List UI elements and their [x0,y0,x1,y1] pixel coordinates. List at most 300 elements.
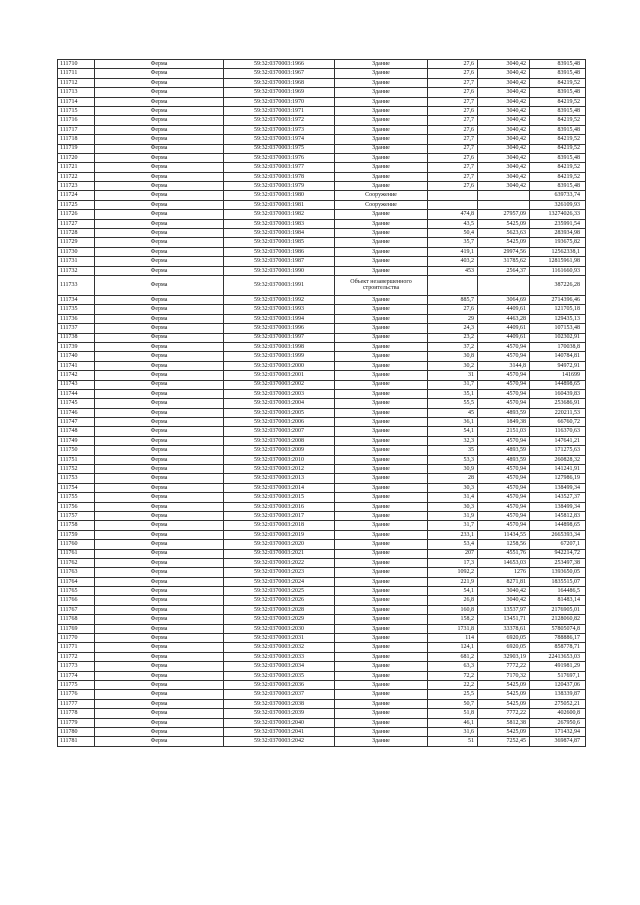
table-row [58,200,586,209]
cadastral-number-cell: 59:32:0370003:2004 [224,399,335,408]
cadastral-number-cell: 59:32:0370003:2034 [224,662,335,671]
object-type-cell: Здание [335,436,428,445]
cadastral-value-cell: 107153,48 [530,324,586,333]
object-type-cell: Здание [335,455,428,464]
cadastral-value-cell: 138499,34 [530,502,586,511]
object-type-cell: Здание [335,474,428,483]
unit-value-cell: 4570,94 [478,371,530,380]
table-row [58,238,586,247]
cadastral-value-cell: 220211,53 [530,408,586,417]
cadastral-number-cell: 59:32:0370003:1981 [224,200,335,209]
area-cell: 419,1 [428,247,478,256]
cadastral-number-cell: 59:32:0370003:2010 [224,455,335,464]
cadastral-number-cell: 59:32:0370003:2018 [224,521,335,530]
cadastral-number-cell: 59:32:0370003:2025 [224,587,335,596]
area-cell: 31,7 [428,380,478,389]
row-id-cell: 111730 [58,247,95,256]
cadastral-number-cell: 59:32:0370003:1971 [224,106,335,115]
table-row [58,493,586,502]
row-id-cell: 111724 [58,191,95,200]
table-row [58,210,586,219]
cadastral-value-cell: 138339,87 [530,690,586,699]
object-name-cell: Ферма [95,219,224,228]
unit-value-cell: 31785,62 [478,257,530,266]
area-cell: 27,6 [428,88,478,97]
object-name-cell: Ферма [95,399,224,408]
cadastral-number-cell: 59:32:0370003:1983 [224,219,335,228]
object-type-cell: Здание [335,643,428,652]
area-cell: 27,6 [428,153,478,162]
object-name-cell: Ферма [95,427,224,436]
table-row [58,229,586,238]
unit-value-cell: 7252,45 [478,737,530,746]
object-type-cell: Здание [335,324,428,333]
object-name-cell: Ферма [95,652,224,661]
object-type-cell: Здание [335,587,428,596]
cadastral-number-cell: 59:32:0370003:2035 [224,671,335,680]
cadastral-value-cell: 144898,65 [530,521,586,530]
unit-value-cell: 3040,42 [478,97,530,106]
row-id-cell: 111721 [58,163,95,172]
object-type-cell: Объект незавершенного строительства [335,275,428,295]
object-name-cell: Ферма [95,605,224,614]
cadastral-number-cell: 59:32:0370003:1986 [224,247,335,256]
table-row [58,361,586,370]
cadastral-value-cell: 83915,48 [530,88,586,97]
object-type-cell: Здание [335,60,428,69]
row-id-cell: 111754 [58,483,95,492]
cadastral-number-cell: 59:32:0370003:2000 [224,361,335,370]
cadastral-number-cell: 59:32:0370003:2041 [224,727,335,736]
cadastral-value-cell: 193675,82 [530,238,586,247]
cadastral-number-cell: 59:32:0370003:2008 [224,436,335,445]
object-name-cell: Ферма [95,78,224,87]
unit-value-cell: 7772,22 [478,662,530,671]
object-type-cell: Здание [335,153,428,162]
table-row [58,116,586,125]
unit-value-cell: 3064,69 [478,295,530,304]
cadastral-value-cell: 2176905,01 [530,605,586,614]
row-id-cell: 111738 [58,333,95,342]
row-id-cell: 111743 [58,380,95,389]
table-row [58,295,586,304]
row-id-cell: 111778 [58,709,95,718]
cadastral-value-cell: 83915,48 [530,125,586,134]
area-cell: 35,7 [428,238,478,247]
area-cell: 50,4 [428,229,478,238]
table-row [58,106,586,115]
cadastral-number-cell: 59:32:0370003:2023 [224,568,335,577]
object-type-cell: Здание [335,662,428,671]
unit-value-cell: 4570,94 [478,502,530,511]
object-name-cell: Ферма [95,577,224,586]
object-name-cell: Ферма [95,361,224,370]
area-cell: 207 [428,549,478,558]
object-type-cell: Сооружение [335,200,428,209]
cadastral-number-cell: 59:32:0370003:2003 [224,389,335,398]
table-row [58,671,586,680]
area-cell: 681,2 [428,652,478,661]
object-name-cell: Ферма [95,116,224,125]
area-cell: 27,6 [428,106,478,115]
cadastral-value-cell: 57805074,8 [530,624,586,633]
table-row [58,153,586,162]
unit-value-cell: 33378,61 [478,624,530,633]
cadastral-number-cell: 59:32:0370003:2021 [224,549,335,558]
table-row [58,266,586,275]
table-row [58,399,586,408]
cadastral-number-cell: 59:32:0370003:1996 [224,324,335,333]
area-cell: 221,9 [428,577,478,586]
cadastral-number-cell: 59:32:0370003:1980 [224,191,335,200]
area-cell: 403,2 [428,257,478,266]
cadastral-number-cell: 59:32:0370003:1968 [224,78,335,87]
unit-value-cell: 4463,28 [478,314,530,323]
row-id-cell: 111740 [58,352,95,361]
area-cell: 46,1 [428,718,478,727]
object-type-cell: Здание [335,568,428,577]
object-name-cell: Ферма [95,540,224,549]
object-name-cell: Ферма [95,144,224,153]
unit-value-cell: 7170,32 [478,671,530,680]
unit-value-cell: 5812,38 [478,718,530,727]
object-name-cell: Ферма [95,88,224,97]
cadastral-number-cell: 59:32:0370003:2015 [224,493,335,502]
object-type-cell: Здание [335,125,428,134]
unit-value-cell: 5425,09 [478,699,530,708]
object-name-cell: Ферма [95,210,224,219]
row-id-cell: 111720 [58,153,95,162]
table-row [58,502,586,511]
object-name-cell: Ферма [95,172,224,181]
area-cell: 124,1 [428,643,478,652]
area-cell: 31,7 [428,521,478,530]
unit-value-cell: 4551,76 [478,549,530,558]
table-row [58,333,586,342]
cadastral-value-cell: 164486,5 [530,587,586,596]
object-name-cell: Ферма [95,465,224,474]
object-type-cell: Здание [335,163,428,172]
table-row [58,247,586,256]
cadastral-value-cell: 942214,72 [530,549,586,558]
row-id-cell: 111714 [58,97,95,106]
object-type-cell: Здание [335,624,428,633]
object-type-cell: Здание [335,427,428,436]
cadastral-value-cell: 788886,17 [530,634,586,643]
object-name-cell: Ферма [95,182,224,191]
object-type-cell: Здание [335,465,428,474]
object-name-cell: Ферма [95,191,224,200]
cadastral-number-cell: 59:32:0370003:2028 [224,605,335,614]
table-row [58,97,586,106]
object-name-cell: Ферма [95,352,224,361]
unit-value-cell: 4570,94 [478,399,530,408]
table-row [58,427,586,436]
area-cell [428,191,478,200]
table-row [58,681,586,690]
object-type-cell: Здание [335,182,428,191]
object-type-cell: Здание [335,540,428,549]
row-id-cell: 111771 [58,643,95,652]
object-type-cell: Здание [335,69,428,78]
table-row [58,324,586,333]
row-id-cell: 111716 [58,116,95,125]
object-name-cell: Ферма [95,502,224,511]
object-name-cell: Ферма [95,324,224,333]
row-id-cell: 111735 [58,305,95,314]
unit-value-cell: 5425,09 [478,238,530,247]
row-id-cell: 111775 [58,681,95,690]
object-type-cell: Здание [335,305,428,314]
cadastral-value-cell: 12815961,98 [530,257,586,266]
row-id-cell: 111760 [58,540,95,549]
object-name-cell: Ферма [95,634,224,643]
cadastral-value-cell: 170038,8 [530,342,586,351]
row-id-cell: 111774 [58,671,95,680]
row-id-cell: 111722 [58,172,95,181]
area-cell: 30,3 [428,483,478,492]
cadastral-value-cell: 1161660,93 [530,266,586,275]
cadastral-number-cell: 59:32:0370003:1979 [224,182,335,191]
object-name-cell: Ферма [95,737,224,746]
object-type-cell: Здание [335,399,428,408]
row-id-cell: 111718 [58,135,95,144]
table-row [58,605,586,614]
unit-value-cell: 3040,42 [478,78,530,87]
row-id-cell: 111749 [58,436,95,445]
cadastral-number-cell: 59:32:0370003:1973 [224,125,335,134]
cadastral-number-cell: 59:32:0370003:1997 [224,333,335,342]
object-name-cell: Ферма [95,305,224,314]
table-row [58,219,586,228]
object-name-cell: Ферма [95,587,224,596]
unit-value-cell: 4570,94 [478,436,530,445]
row-id-cell: 111741 [58,361,95,370]
cadastral-number-cell: 59:32:0370003:2030 [224,624,335,633]
unit-value-cell: 4570,94 [478,465,530,474]
area-cell: 27,6 [428,182,478,191]
object-type-cell: Здание [335,314,428,323]
cadastral-value-cell: 858778,71 [530,643,586,652]
object-type-cell: Здание [335,511,428,520]
cadastral-number-cell: 59:32:0370003:1998 [224,342,335,351]
object-type-cell: Здание [335,408,428,417]
row-id-cell: 111747 [58,418,95,427]
object-name-cell: Ферма [95,446,224,455]
unit-value-cell: 1849,38 [478,418,530,427]
area-cell: 43,5 [428,219,478,228]
cadastral-number-cell: 59:32:0370003:1985 [224,238,335,247]
cadastral-value-cell: 83915,48 [530,106,586,115]
object-type-cell: Здание [335,229,428,238]
row-id-cell: 111758 [58,521,95,530]
cadastral-value-cell: 144898,65 [530,380,586,389]
table-row [58,275,586,295]
row-id-cell: 111746 [58,408,95,417]
cadastral-number-cell: 59:32:0370003:2005 [224,408,335,417]
cadastral-value-cell: 141241,91 [530,465,586,474]
unit-value-cell: 7772,22 [478,709,530,718]
row-id-cell: 111753 [58,474,95,483]
cadastral-value-cell: 121705,18 [530,305,586,314]
object-name-cell: Ферма [95,247,224,256]
cadastral-value-cell: 639733,74 [530,191,586,200]
row-id-cell: 111710 [58,60,95,69]
cadastral-number-cell: 59:32:0370003:2040 [224,718,335,727]
object-type-cell: Здание [335,727,428,736]
row-id-cell: 111711 [58,69,95,78]
object-type-cell: Здание [335,690,428,699]
cadastral-value-cell: 171432,94 [530,727,586,736]
row-id-cell: 111765 [58,587,95,596]
row-id-cell: 111717 [58,125,95,134]
cadastral-value-cell: 84219,52 [530,172,586,181]
cadastral-value-cell: 22413653,03 [530,652,586,661]
area-cell: 27,6 [428,69,478,78]
object-type-cell: Здание [335,418,428,427]
object-type-cell: Здание [335,361,428,370]
cadastral-number-cell: 59:32:0370003:1975 [224,144,335,153]
table-row [58,144,586,153]
cadastral-value-cell: 145812,83 [530,511,586,520]
row-id-cell: 111728 [58,229,95,238]
cadastral-number-cell: 59:32:0370003:2038 [224,699,335,708]
cadastral-number-cell: 59:32:0370003:2014 [224,483,335,492]
object-type-cell: Здание [335,615,428,624]
object-type-cell: Здание [335,144,428,153]
object-type-cell: Здание [335,709,428,718]
object-type-cell: Здание [335,389,428,398]
area-cell: 50,7 [428,699,478,708]
object-type-cell: Сооружение [335,191,428,200]
object-name-cell: Ферма [95,389,224,398]
object-type-cell: Здание [335,549,428,558]
unit-value-cell: 13537,97 [478,605,530,614]
area-cell: 51,8 [428,709,478,718]
table-row [58,727,586,736]
object-type-cell: Здание [335,219,428,228]
cadastral-number-cell: 59:32:0370003:1992 [224,295,335,304]
unit-value-cell: 4570,94 [478,380,530,389]
row-id-cell: 111751 [58,455,95,464]
unit-value-cell: 3040,42 [478,125,530,134]
area-cell: 885,7 [428,295,478,304]
area-cell: 27,7 [428,78,478,87]
row-id-cell: 111755 [58,493,95,502]
cadastral-value-cell: 140784,81 [530,352,586,361]
object-type-cell: Здание [335,558,428,567]
object-type-cell: Здание [335,97,428,106]
area-cell: 1092,2 [428,568,478,577]
cadastral-value-cell: 13274026,33 [530,210,586,219]
cadastral-number-cell: 59:32:0370003:2032 [224,643,335,652]
unit-value-cell: 11434,55 [478,530,530,539]
object-type-cell: Здание [335,78,428,87]
object-name-cell: Ферма [95,568,224,577]
table-row [58,371,586,380]
table-row [58,314,586,323]
cadastral-number-cell: 59:32:0370003:2039 [224,709,335,718]
unit-value-cell: 3040,42 [478,69,530,78]
area-cell: 233,1 [428,530,478,539]
cadastral-value-cell: 83915,48 [530,153,586,162]
cadastral-number-cell: 59:32:0370003:2016 [224,502,335,511]
cadastral-number-cell: 59:32:0370003:1994 [224,314,335,323]
cadastral-value-cell: 147641,21 [530,436,586,445]
object-type-cell: Здание [335,106,428,115]
row-id-cell: 111725 [58,200,95,209]
cadastral-value-cell: 235991,54 [530,219,586,228]
unit-value-cell: 4409,61 [478,324,530,333]
cadastral-number-cell: 59:32:0370003:2019 [224,530,335,539]
cadastral-value-cell: 2714396,46 [530,295,586,304]
cadastral-value-cell: 267950,6 [530,718,586,727]
table-row [58,352,586,361]
table-row [58,483,586,492]
unit-value-cell: 1258,56 [478,540,530,549]
row-id-cell: 111723 [58,182,95,191]
cadastral-value-cell: 83915,48 [530,60,586,69]
object-type-cell: Здание [335,172,428,181]
table-row [58,634,586,643]
area-cell: 36,1 [428,418,478,427]
area-cell: 55,5 [428,399,478,408]
unit-value-cell: 27957,09 [478,210,530,219]
table-row [58,182,586,191]
unit-value-cell: 4893,59 [478,408,530,417]
row-id-cell: 111770 [58,634,95,643]
cadastral-value-cell: 84219,52 [530,144,586,153]
cadastral-number-cell: 59:32:0370003:2013 [224,474,335,483]
area-cell: 27,7 [428,97,478,106]
unit-value-cell: 32903,19 [478,652,530,661]
cadastral-number-cell: 59:32:0370003:2042 [224,737,335,746]
area-cell: 30,3 [428,502,478,511]
object-type-cell: Здание [335,652,428,661]
unit-value-cell: 4570,94 [478,474,530,483]
row-id-cell: 111762 [58,558,95,567]
cadastral-value-cell: 2665393,34 [530,530,586,539]
cadastral-value-cell: 84219,52 [530,116,586,125]
table-row [58,652,586,661]
table-row [58,163,586,172]
cadastral-value-cell: 260828,32 [530,455,586,464]
table-row [58,615,586,624]
table-row [58,521,586,530]
object-name-cell: Ферма [95,238,224,247]
area-cell: 32,3 [428,436,478,445]
object-type-cell: Здание [335,266,428,275]
unit-value-cell: 14653,03 [478,558,530,567]
object-name-cell: Ферма [95,333,224,342]
table-row [58,191,586,200]
unit-value-cell: 6920,05 [478,634,530,643]
area-cell: 54,1 [428,427,478,436]
area-cell: 27,7 [428,144,478,153]
object-type-cell: Здание [335,135,428,144]
area-cell: 31,6 [428,727,478,736]
area-cell: 37,2 [428,342,478,351]
object-name-cell: Ферма [95,681,224,690]
area-cell: 27,7 [428,163,478,172]
area-cell: 27,7 [428,116,478,125]
row-id-cell: 111742 [58,371,95,380]
unit-value-cell: 5425,09 [478,690,530,699]
object-type-cell: Здание [335,596,428,605]
cadastral-number-cell: 59:32:0370003:1967 [224,69,335,78]
table-row [58,60,586,69]
unit-value-cell [478,191,530,200]
